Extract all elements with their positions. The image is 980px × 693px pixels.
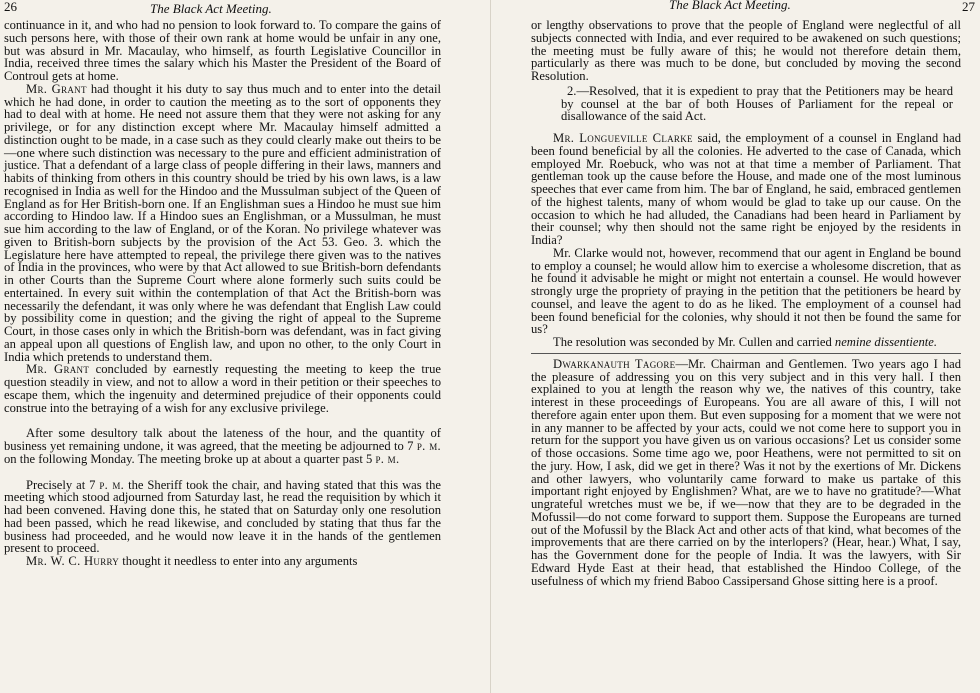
paragraph-text: concluded by earnestly requesting the meeting to keep the true question steadily in view, and not to allow a word in their petition or their speeches to escape them, which the ingenuity and determined prejudice of their opponents could construe into the betraying of a wish for any exclusive privilege. — [4, 362, 441, 415]
paragraph-text: on the following Monday. The meeting broke up at about a quarter past 5 — [4, 451, 376, 466]
right-page-number: 27 — [962, 0, 975, 14]
paragraph-text: After some desultory talk about the lateness of the hour, and the quantity of business yet remaining undone, it was agreed, that the meeting be adjourned to 7 — [4, 426, 441, 453]
paragraph-text: said, the employment of a counsel in England had been found beneficial by all the colonies. He adverted to the case of Canada, which employed Mr. Roebuck, who was not at that time a member of Parliament. That gentleman took up the cause before the House, and made one of the most luminous speeches that ever came from him. The bar of England, he said, embraced gentlemen of the highest talents, many of whom would be glad to take up our cause. On the occasion to which he had alluded, the Canadians had been heard in Parliament by their counsel; why then should not the same right be enjoyed by the residents in India? — [531, 131, 961, 247]
paragraph — [531, 336, 961, 349]
paragraph-text: —Mr. Chairman and Gentlemen. Two years ago I had the pleasure of addressing you on this very subject and in this very hall. I then explained to you at length the reason why we, the natives of this country, take interest in these proceedings of Europeans. You are all aware of this, I will not therefore again enter upon them. But even supposing for a moment that we were not in any manner to be affected by your acts, could we not come here to support you in return for the support you have given us on various occasions? Let us consider some of those occasions. Some time ago we, poor Heathens, were not permitted to sit on the jury. How, I ask, did we get in there? Was it not by the exertions of Mr. Dickens and other lawyers, who voluntarily came forward to make us partake of this important right enjoyed by Englishmen? What, are we to have no gratitude?—What ungrateful wretches must we be, if we—now that they are to be degraded in the Mofussil—do not come forward to support them. Suppose the Europeans are turned out of the Mofussil by the Black Act and other acts of that kind, what becomes of the improvements that are there carried on by the interlopers? (Hear, hear.) What, I say, has the Government done for the people of India. It was the lawyers, with Sir Edward Hyde East at their head, that established the Hindoo College, of the usefulness of which my friend Baboo Cassipersand Ghose sitting here is a proof. — [531, 356, 962, 588]
paragraph-text: had thought it his duty to say thus much and to enter into the detail which he had done, in order to caution the meeting as to the sort of opponents they had to deal with at home. He need not assure them that they were not asking for any privilege, or for any distinction except where Mr. Macaulay himself admitted a distinction ought to be made, in a case such as they could clearly make out theirs to be—one where such distinction was necessary to the pure and efficient administration of justice. That a defendant of a large class of people differing in their laws, manners and habits of thinking from others in this country should be tried by his own laws, is a law recognised in India as well for the Hindoo and the Mussulman subject of the Queen of England as for Her British-born one. If an Englishman sues a Hindoo he must sue him according to Hindoo law. If a Hindoo sues an Englishman, or a Mussulman, he must sue him according to the law of England, or of the Koran. No privilege whatever was given to British-born subjects by the provision of the Act 53. Geo. 3. which the Legislature here have attempted to repeal, the privilege there given was to the natives of India in the provinces, who were by that Act allowed to sue British-born defendants in other Courts than the Supreme Court where alone formerly such suits could be entertained. In every suit within the contemplation of that Act the British-born was necessarily the defendant, it was only where he was defendant that English Law could by possibility come in question; and the giving the right of appeal to the Supreme Court, in those cases only in which the British-born was defendant, was in fact giving an appeal upon all questions of English law, and upon no other, to the only Court in India which pretends to understand them. — [4, 81, 441, 364]
left-page-body — [4, 19, 441, 568]
latin-phrase: nemine dissentiente. — [834, 335, 938, 349]
time-abbrev: p. m. — [99, 477, 125, 492]
section-divider — [531, 353, 961, 354]
speaker-name: Mr. Longueville Clarke — [553, 131, 693, 145]
right-page — [490, 0, 980, 693]
time-abbrev: p. m. — [375, 451, 400, 466]
paragraph: continuance in it, and who had no pension to look forward to. To compare the gains of such persons here, with those of their own rank at home would be unfair in any one, but was absurd in Mr. Macaulay, who himself, as fourth Legislative Councillor in India, received three times the salary which his Master the President of the Board of Controul gets at home. — [4, 18, 441, 83]
paragraph — [4, 427, 441, 465]
resolution-block: 2.—Resolved, that it is expedient to pray that the Petitioners may be heard by counsel at the bar of both Houses of Parliament for the repeal or disallowance of the said Act. — [561, 83, 953, 124]
paragraph-text: The resolution was seconded by Mr. Cullen and carried — [553, 335, 835, 349]
paragraph: or lengthy observations to prove that the people of England were neglectful of all subjects connected with India, and ever required to be awakened on such questions; the meeting must be fully aware of this; he would not therefore detain them, particularly as there was much to be done, but concluded by moving the second Resolution. — [531, 18, 961, 83]
paragraph — [4, 479, 441, 556]
time-abbrev: p. m. — [416, 439, 442, 453]
speaker-name: Mr. Grant — [26, 81, 87, 96]
left-running-title: The Black Act Meeting. — [150, 1, 272, 16]
paragraph: Mr. Clarke would not, however, recommend that our agent in England be bound to employ a counsel; he would allow him to exercise a wholesome discretion, that as he found it advisable he might or might not entertain a counsel. He would however strongly urge the propriety of praying in the petition that the petitioners be heard by counsel, and leave the agent to do as he liked. The employment of a counsel had been found beneficial for the colonies, why should it not then be found the same for us? — [531, 245, 961, 337]
right-running-title: The Black Act Meeting. — [669, 0, 791, 12]
speaker-name: Mr. W. C. Hurry — [26, 554, 120, 568]
paragraph — [4, 363, 441, 414]
right-page-body — [531, 19, 961, 587]
paragraph — [531, 132, 961, 247]
speaker-name: Dwarkanauth Tagore — [553, 356, 676, 371]
right-page-header — [491, 0, 980, 18]
paragraph — [4, 83, 441, 364]
left-page-number: 26 — [4, 0, 17, 14]
paragraph — [4, 555, 441, 568]
paragraph-text: the Sheriff took the chair, and having stated that this was the meeting which stood adjourned from Saturday last, he read the requisition by which it had been convened. Having done this, he stated that on Saturday only one resolution had been passed, which he read likewise, and concluded by stating that thus far the business had proceeded, and he would now leave it in the hands of the gentlemen present to proceed. — [4, 477, 442, 556]
speaker-name: Mr. Grant — [26, 362, 90, 377]
left-page-header — [0, 0, 490, 18]
paragraph-text: thought it needless to enter into any arguments — [119, 554, 358, 568]
paragraph-text: Precisely at 7 — [26, 477, 100, 492]
paragraph — [531, 358, 961, 588]
